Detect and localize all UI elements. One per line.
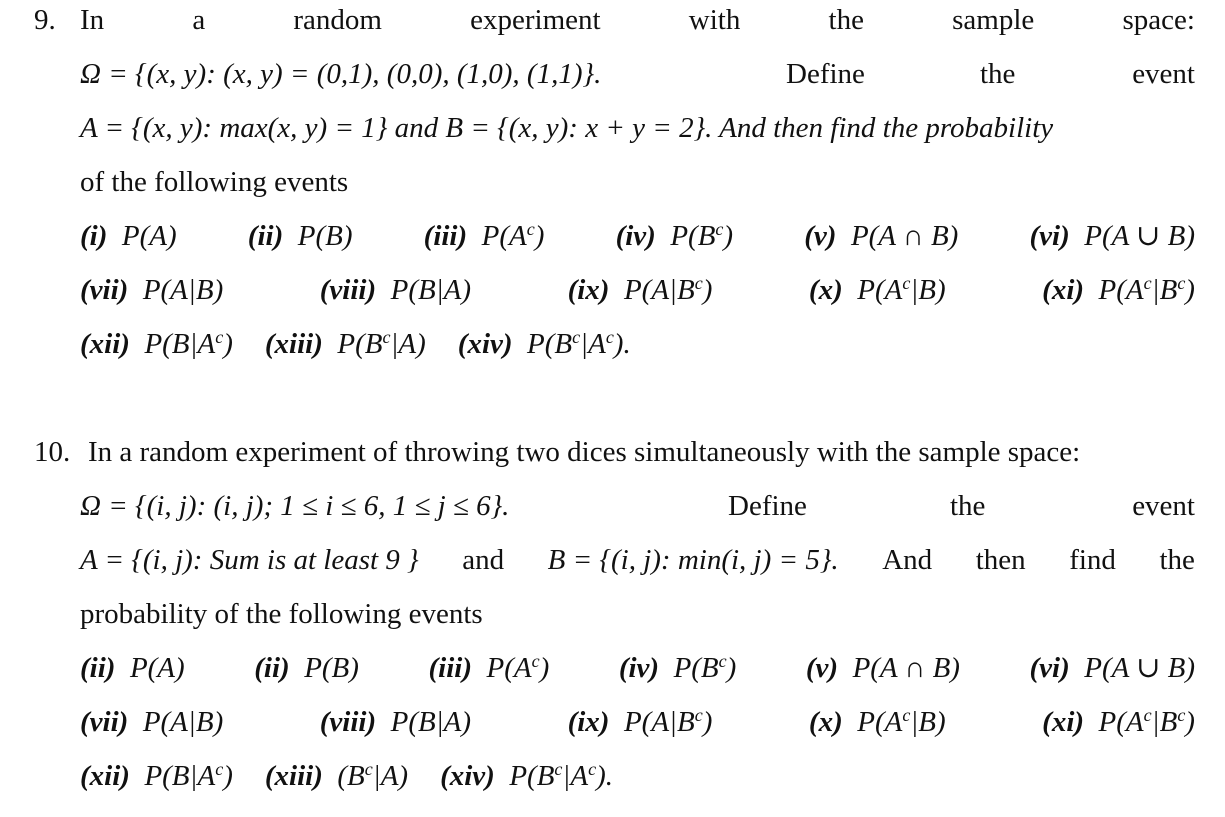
item-expression: P(A ∪ B) [1084,220,1195,252]
problem-10-number: 10. [34,436,71,468]
intro-word: a [192,4,206,36]
event-definition-text: A = {(x, y): max(x, y) = 1} and B = {(x, y): x + y = 2}. And then find the probability [80,112,1054,144]
exercise-item [1030,648,1195,688]
intro-word: random [293,4,382,36]
item-expression: P(B|A) [390,274,472,306]
exercise-item [80,270,223,310]
and-word: and [462,544,505,576]
item-expression: $(B^c|A)$ [337,759,409,792]
define-word: Define [728,490,807,522]
exercise-item [568,270,713,310]
problem-10-items-row-2 [80,702,1195,742]
item-expression: P(A|B) [142,274,224,306]
item-expression: $P(A|B^c)$ [623,705,713,738]
intro-word: with [688,4,741,36]
item-label: (x) [808,706,843,738]
item-expression: P(A) [129,652,185,684]
problem-10-items-row-1 [80,648,1195,688]
item-expression: $P(B^c|A^c)$. [509,759,613,792]
problem-9-items-row-1 [80,216,1195,256]
exercise-item [804,216,958,256]
exercise-item [616,216,734,256]
exercise-item [440,756,613,796]
exercise-item [254,648,359,688]
exercise-item [1030,216,1195,256]
item-expression: $P(B^c|A)$ [337,327,426,360]
tail-text: probability of the following events [80,598,483,630]
problem-10-items-row-3 [80,756,1195,796]
define-word: Define [786,58,865,90]
item-label: (xiv) [457,328,513,360]
item-label: (v) [805,652,839,684]
item-label: (vii) [80,706,129,738]
exercise-item [1042,702,1195,742]
exercise-item [80,756,233,796]
item-expression: $P(A^c|B)$ [857,273,946,306]
item-expression: P(A ∪ B) [1084,652,1195,684]
problem-9-intro [80,0,1195,40]
tail-word: And [882,544,933,576]
item-label: (ix) [567,274,610,306]
problem-9-tail [80,162,1195,202]
item-expression: P(A|B) [142,706,224,738]
problem-9-sample-space-line [80,54,1195,94]
item-label: (ii) [80,652,116,684]
exercise-item [619,648,737,688]
item-label: (vi) [1029,652,1070,684]
exercise-item [429,648,550,688]
item-expression: $P(B|A^c)$ [144,327,233,360]
problem-10-event-definition [80,540,1195,580]
define-word: event [1132,490,1195,522]
problem-9-items-row-3 [80,324,1195,364]
problem-9-event-definition [80,108,1195,148]
item-expression: $P(A^c)$ [481,219,545,252]
item-label: (iv) [615,220,656,252]
exercise-item [424,216,545,256]
item-expression: P(A) [121,220,177,252]
item-label: (xi) [1042,274,1085,306]
intro-word: the [828,4,864,36]
intro-word: space: [1122,4,1195,36]
item-expression: P(A ∩ B) [850,220,959,252]
tail-text: of the following events [80,166,349,198]
intro-word: In [80,4,105,36]
item-label: (ix) [567,706,610,738]
define-word: the [980,58,1016,90]
sample-space-formula: Ω = {(i, j): (i, j); 1 ≤ i ≤ 6, 1 ≤ j ≤ 6}. [80,490,510,522]
item-expression: $P(B^c|A^c)$. [527,327,631,360]
exercise-item [80,324,233,364]
item-expression: $P(A^c|B^c)$ [1098,705,1195,738]
item-label: (iii) [423,220,468,252]
problem-9-items-row-2 [80,270,1195,310]
tail-word: find [1069,544,1116,576]
item-expression: $P(B^c)$ [673,651,737,684]
intro-text: In a random experiment of throwing two dices simultaneously with the sample space: [88,436,1081,468]
item-label: (xi) [1042,706,1085,738]
item-expression: $P(B|A^c)$ [144,759,233,792]
item-label: (i) [80,220,108,252]
item-label: (viii) [319,706,377,738]
item-expression: P(B|A) [390,706,472,738]
item-label: (vii) [80,274,129,306]
exercise-item [265,756,408,796]
define-word: event [1132,58,1195,90]
exercise-item [80,216,177,256]
item-expression: $P(A^c)$ [486,651,550,684]
item-label: (ii) [247,220,284,252]
problem-10-intro [88,432,1195,472]
exercise-item [458,324,631,364]
problem-10-sample-space-line [80,486,1195,526]
exercise-item [80,702,223,742]
item-label: (ii) [254,652,290,684]
item-label: (iv) [618,652,660,684]
intro-word: experiment [470,4,601,36]
sample-space-formula: Ω = {(x, y): (x, y) = (0,1), (0,0), (1,0), (1,1)}. [80,58,602,90]
exercise-item [1042,270,1195,310]
item-label: (xiii) [264,328,323,360]
item-label: (v) [804,220,837,252]
item-label: (x) [808,274,843,306]
item-label: (xii) [80,328,130,360]
tail-word: the [1159,544,1195,576]
exercise-item [248,216,353,256]
item-label: (xiv) [440,760,495,792]
exercise-item [568,702,713,742]
exercise-item [320,270,471,310]
item-label: (xii) [80,760,130,792]
item-expression: $P(A^c|B)$ [857,705,946,738]
item-label: (iii) [428,652,472,684]
define-word: the [950,490,986,522]
exercise-item [265,324,426,364]
item-expression: $P(A|B^c)$ [623,273,713,306]
item-label: (xiii) [264,760,323,792]
item-expression: P(B) [297,220,353,252]
problem-9-number: 9. [34,4,56,36]
item-label: (vi) [1029,220,1070,252]
item-expression: $P(B^c)$ [670,219,734,252]
event-a-definition: A = {(i, j): Sum is at least 9 } [80,544,419,576]
item-expression: $P(A^c|B^c)$ [1098,273,1195,306]
exercise-item [809,270,946,310]
intro-word: sample [952,4,1035,36]
tail-word: then [975,544,1026,576]
exercise-item [80,648,185,688]
exercise-item [320,702,471,742]
item-expression: P(A ∩ B) [852,652,960,684]
problem-10-tail [80,594,1195,634]
exercise-item [809,702,946,742]
item-expression: P(B) [304,652,359,684]
item-label: (viii) [319,274,377,306]
exercise-item [806,648,960,688]
event-b-definition: B = {(i, j): min(i, j) = 5}. [547,544,839,576]
